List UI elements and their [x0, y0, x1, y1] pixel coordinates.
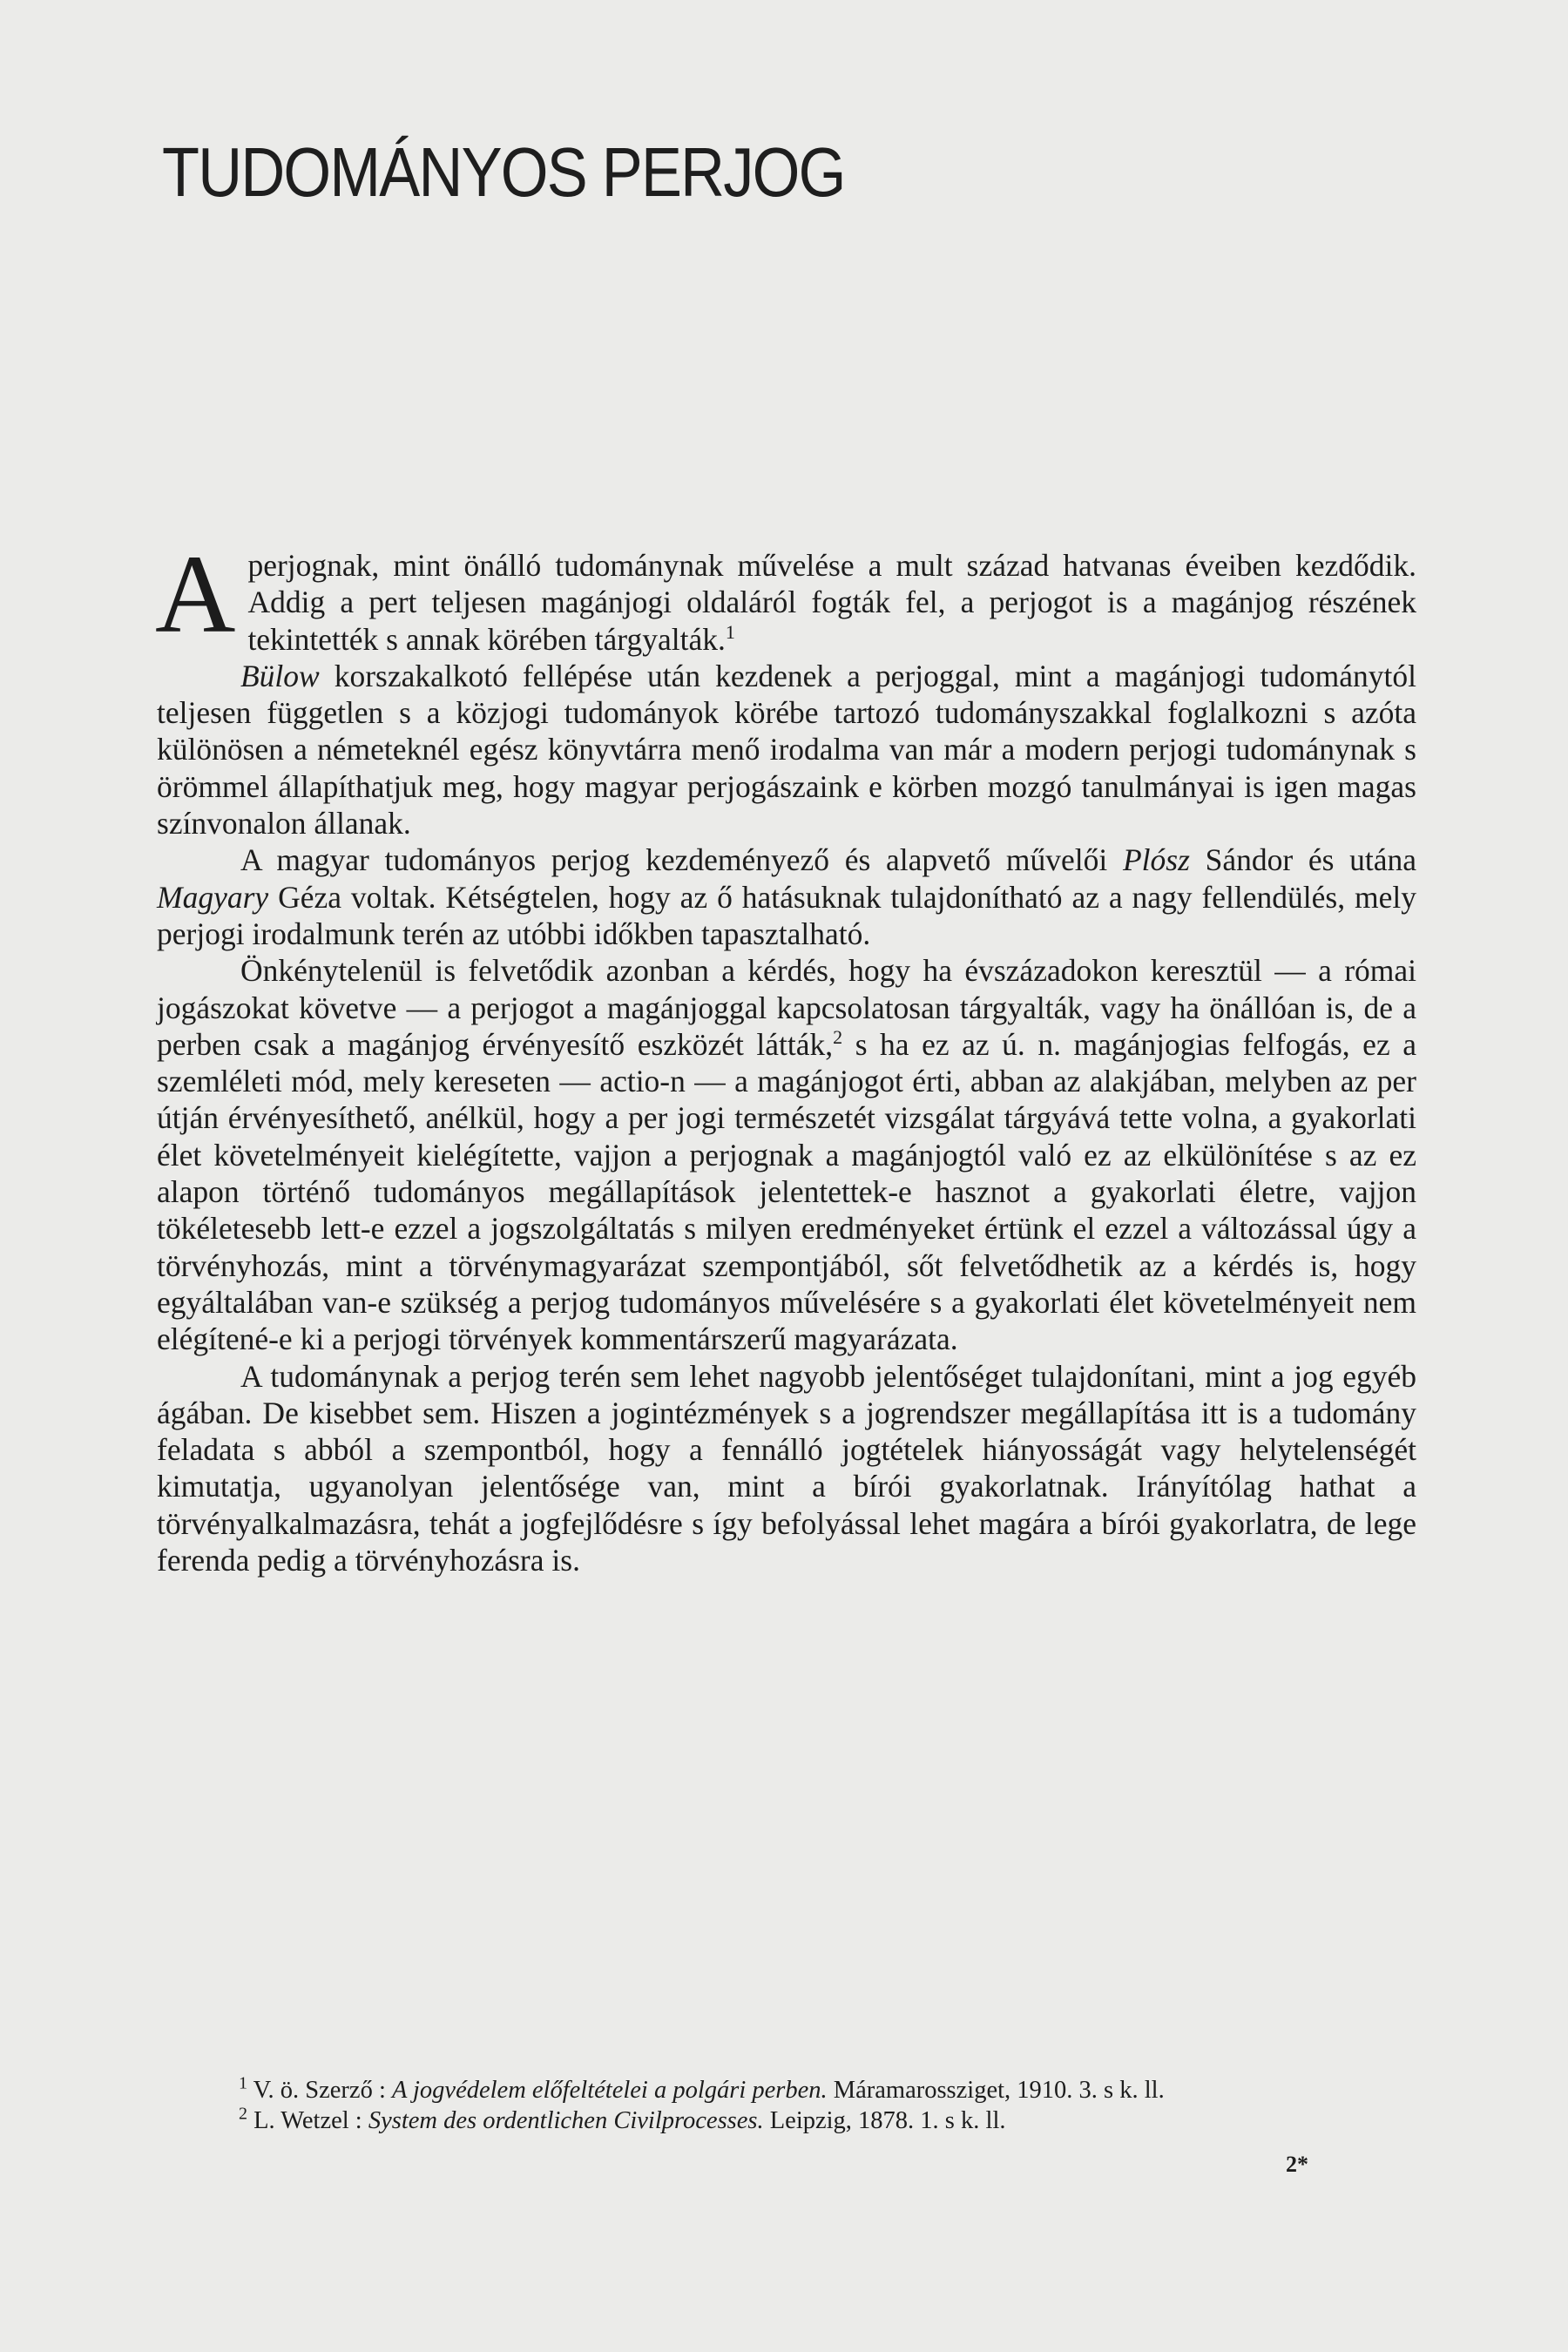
footnote-2-number: 2 [239, 2104, 247, 2124]
footnote-1 [157, 2075, 1416, 2105]
author-bulow: Bülow [240, 658, 320, 693]
footnote-1-text-a: V. ö. Szerző : [253, 2077, 392, 2104]
paragraph-3-text-c: Géza voltak. Kétségtelen, hogy az ő hatásuknak tulajdonítható az a nagy fellendülés, mely perjogi irodalmunk terén az utóbbi időkben tapasztalható. [157, 879, 1416, 951]
footnote-2-title: System des ordentlichen Civilprocesses. [368, 2107, 764, 2134]
paragraph-5 [157, 1358, 1416, 1579]
paragraph-1-text: perjognak, mint önálló tudománynak művelése a mult század hatvanas éveiben kezdődik. Addig a pert teljesen magánjogi oldaláról fogták fel, a perjogot is a magánjog részének tekintették s annak körében tárgyalták. [247, 548, 1416, 657]
paragraph-3 [157, 841, 1416, 952]
footnote-2-text-b: Leipzig, 1878. 1. s k. ll. [763, 2107, 1006, 2134]
paragraph-1 [155, 532, 1416, 658]
drop-cap: A [155, 532, 236, 656]
paragraph-4 [157, 952, 1416, 1357]
footnote-2-text-a: L. Wetzel : [253, 2107, 368, 2134]
footnote-ref-1: 1 [725, 620, 735, 643]
article-body [155, 532, 1416, 1578]
paragraph-4-text-a: Önkénytelenül is felvetődik azonban a kérdés, hogy ha évszázadokon keresztül — a római jogászokat követve — a perjogot a magánjoggal kapcsolatosan tárgyalták, vagy ha önállóan is, de a perben csak a magánjog érvényesítő eszközét látták, [157, 953, 1416, 1062]
paragraph-2-text: korszakalkotó fellépése után kezdenek a perjoggal, mint a magánjogi tudománytól teljesen független s a közjogi tudományok körébe tartozó tudományszakkal foglalkozni s azóta különösen a németeknél egész könyvtárra menő irodalma van már a modern perjogi tudománynak s örömmel állapíthatjuk meg, hogy magyar perjogászaink e körben mozgó tanulmányai is igen magas színvonalon állanak. [157, 658, 1416, 841]
footnote-1-number: 1 [239, 2073, 247, 2093]
page-title: TUDOMÁNYOS PERJOG [162, 133, 845, 211]
paragraph-2 [157, 658, 1416, 841]
paragraph-4-text-b: s ha ez az ú. n. magánjogias felfogás, ez a szemléleti mód, mely kereseten — actio-n — a magánjogot érti, abban az alakjában, melyben az per útján érvényesíthető, anélkül, hogy a per jogi természetét vizsgálat tárgyává tette volna, a gyakorlati élet követelményeit kielégítette, vajjon a perjognak a magánjogtól való ez az elkülönítése s az ez alapon történő tudományos megállapítások jelentettek-e hasznot a gyakorlati életre, vajjon tökéletesebb lett-e ezzel a jogszolgáltatás s milyen eredményeket értünk el ezzel a változással úgy a törvényhozás, mint a törvénymagyarázat szempontjából, sőt felvetődhetik az a kérdés is, hogy egyáltalában van-e szükség a perjog tudományos művelésére s a gyakorlati élet követelményeit nem elégítené-e ki a perjogi törvények kommentárszerű magyarázata. [157, 1026, 1416, 1357]
footnote-1-title: A jogvédelem előfeltételei a polgári perben. [392, 2077, 828, 2104]
footnote-1-text-b: Máramarossziget, 1910. 3. s k. ll. [827, 2077, 1165, 2104]
paragraph-3-text-b: Sándor és utána [1189, 842, 1416, 878]
footnote-ref-2: 2 [833, 1026, 843, 1049]
footnote-2 [157, 2105, 1416, 2136]
paragraph-5-text: A tudománynak a perjog terén sem lehet nagyobb jelentőséget tulajdonítani, mint a jog egyéb ágában. De kisebbet sem. Hiszen a jogintézmények s a jogrendszer megállapítása itt is a tudomány feladata s abból a szempontból, hogy a fennálló jogtételek hiányosságát vagy helytelenségét kimutatja, ugyanolyan jelentősége van, mint a bírói gyakorlatnak. Irányítólag hathat a törvényalkalmazásra, tehát a jogfejlődésre s így befolyással lehet magára a bírói gyakorlatra, de lege ferenda pedig a törvényhozásra is. [157, 1358, 1416, 1578]
footnotes [157, 2075, 1416, 2136]
paragraph-3-text-a: A magyar tudományos perjog kezdeményező és alapvető művelői [240, 842, 1123, 878]
author-plosz: Plósz [1122, 842, 1190, 878]
author-magyary: Magyary [157, 879, 269, 915]
signature-mark: 2* [1286, 2152, 1308, 2177]
